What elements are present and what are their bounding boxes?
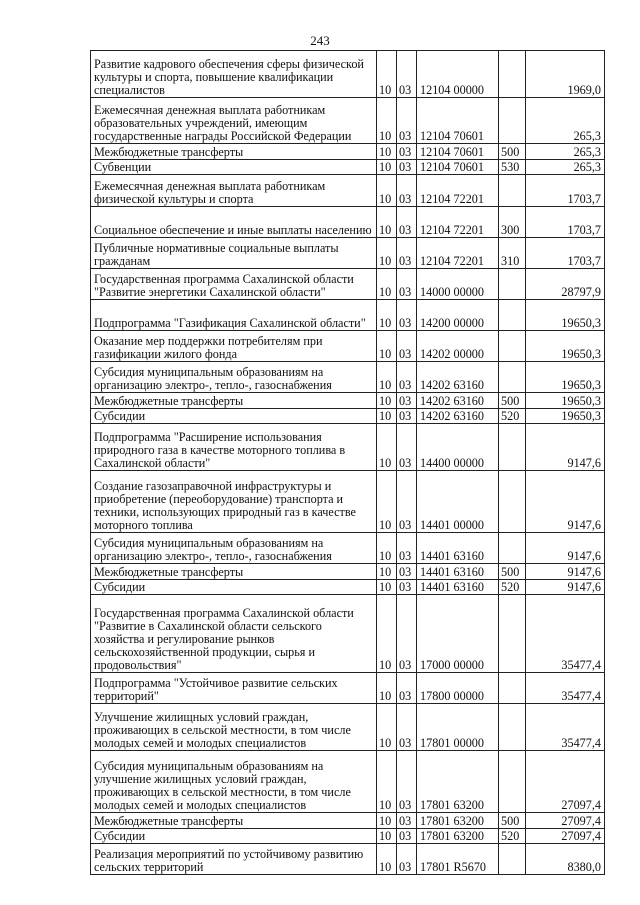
budget-table (90, 50, 605, 875)
item-name: Субсидия муниципальным образованиям на улучшение жилищных условий граждан, проживающих в сельской местности, в том числе молодых семей и молодых специалистов (91, 750, 377, 812)
item-name: Субсидии (91, 408, 377, 424)
item-name: Улучшение жилищных условий граждан, проживающих в сельской местности, в том числе молодых семей и молодых специалистов (91, 704, 377, 751)
amount: 19650,3 (526, 408, 605, 424)
expense-type-code (499, 175, 526, 206)
expense-type-code: 500 (499, 144, 526, 160)
target-article-code: 17801 63200 (417, 813, 499, 829)
section-code: 10 (377, 704, 397, 751)
target-article-code: 14202 63160 (417, 408, 499, 424)
subsection-code: 03 (397, 268, 417, 299)
amount: 9147,6 (526, 564, 605, 580)
table-row (91, 237, 605, 268)
section-code: 10 (377, 470, 397, 532)
expense-type-code: 500 (499, 813, 526, 829)
amount: 19650,3 (526, 299, 605, 330)
subsection-code: 03 (397, 533, 417, 564)
table-row (91, 268, 605, 299)
subsection-code: 03 (397, 51, 417, 98)
section-code: 10 (377, 362, 397, 393)
table-row (91, 97, 605, 144)
expense-type-code (499, 470, 526, 532)
item-name: Создание газозаправочной инфраструктуры и приобретение (переоборудование) транспорта и техники, использующих природный газ в качестве моторного топлива (91, 470, 377, 532)
target-article-code: 12104 72201 (417, 206, 499, 237)
section-code: 10 (377, 424, 397, 471)
target-article-code: 14200 00000 (417, 299, 499, 330)
item-name: Государственная программа Сахалинской области "Развитие энергетики Сахалинской области" (91, 268, 377, 299)
expense-type-code (499, 595, 526, 673)
table-row (91, 51, 605, 98)
table-row (91, 595, 605, 673)
target-article-code: 12104 70601 (417, 159, 499, 175)
subsection-code: 03 (397, 299, 417, 330)
item-name: Социальное обеспечение и иные выплаты населению (91, 206, 377, 237)
section-code: 10 (377, 844, 397, 875)
target-article-code: 17801 00000 (417, 704, 499, 751)
subsection-code: 03 (397, 595, 417, 673)
amount: 9147,6 (526, 533, 605, 564)
table-row (91, 813, 605, 829)
subsection-code: 03 (397, 97, 417, 144)
subsection-code: 03 (397, 813, 417, 829)
amount: 265,3 (526, 97, 605, 144)
table-row (91, 750, 605, 812)
item-name: Подпрограмма "Расширение использования природного газа в качестве моторного топлива в Сахалинской области" (91, 424, 377, 471)
section-code: 10 (377, 299, 397, 330)
target-article-code: 17800 00000 (417, 673, 499, 704)
item-name: Межбюджетные трансферты (91, 144, 377, 160)
table-row (91, 299, 605, 330)
item-name: Межбюджетные трансферты (91, 564, 377, 580)
page-number: 243 (310, 33, 330, 48)
expense-type-code: 300 (499, 206, 526, 237)
amount: 1703,7 (526, 206, 605, 237)
amount: 9147,6 (526, 470, 605, 532)
section-code: 10 (377, 408, 397, 424)
expense-type-code (499, 362, 526, 393)
amount: 28797,9 (526, 268, 605, 299)
target-article-code: 12104 70601 (417, 97, 499, 144)
table-row (91, 393, 605, 409)
section-code: 10 (377, 237, 397, 268)
target-article-code: 14401 63160 (417, 564, 499, 580)
subsection-code: 03 (397, 408, 417, 424)
amount: 27097,4 (526, 750, 605, 812)
expense-type-code: 500 (499, 564, 526, 580)
section-code: 10 (377, 564, 397, 580)
target-article-code: 17801 63200 (417, 750, 499, 812)
subsection-code: 03 (397, 237, 417, 268)
amount: 265,3 (526, 159, 605, 175)
expense-type-code: 500 (499, 393, 526, 409)
table-row (91, 828, 605, 844)
subsection-code: 03 (397, 175, 417, 206)
amount: 27097,4 (526, 813, 605, 829)
amount: 1969,0 (526, 51, 605, 98)
target-article-code: 14202 00000 (417, 330, 499, 361)
amount: 19650,3 (526, 330, 605, 361)
target-article-code: 14202 63160 (417, 393, 499, 409)
amount: 1703,7 (526, 237, 605, 268)
section-code: 10 (377, 144, 397, 160)
expense-type-code: 520 (499, 828, 526, 844)
section-code: 10 (377, 97, 397, 144)
section-code: 10 (377, 595, 397, 673)
expense-type-code: 520 (499, 408, 526, 424)
item-name: Подпрограмма "Устойчивое развитие сельских территорий" (91, 673, 377, 704)
target-article-code: 12104 72201 (417, 237, 499, 268)
target-article-code: 14000 00000 (417, 268, 499, 299)
target-article-code: 12104 00000 (417, 51, 499, 98)
amount: 265,3 (526, 144, 605, 160)
amount: 35477,4 (526, 673, 605, 704)
subsection-code: 03 (397, 828, 417, 844)
table-row (91, 175, 605, 206)
target-article-code: 12104 72201 (417, 175, 499, 206)
subsection-code: 03 (397, 579, 417, 595)
item-name: Реализация мероприятий по устойчивому развитию сельских территорий (91, 844, 377, 875)
table-row (91, 159, 605, 175)
item-name: Субсидия муниципальным образованиям на организацию электро-, тепло-, газоснабжения (91, 362, 377, 393)
subsection-code: 03 (397, 564, 417, 580)
amount: 1703,7 (526, 175, 605, 206)
item-name: Межбюджетные трансферты (91, 813, 377, 829)
subsection-code: 03 (397, 144, 417, 160)
section-code: 10 (377, 51, 397, 98)
item-name: Ежемесячная денежная выплата работникам физической культуры и спорта (91, 175, 377, 206)
amount: 9147,6 (526, 579, 605, 595)
target-article-code: 14401 63160 (417, 579, 499, 595)
subsection-code: 03 (397, 362, 417, 393)
item-name: Ежемесячная денежная выплата работникам образовательных учреждений, имеющим государственные награды Российской Федерации (91, 97, 377, 144)
section-code: 10 (377, 159, 397, 175)
table-row (91, 330, 605, 361)
target-article-code: 17000 00000 (417, 595, 499, 673)
section-code: 10 (377, 579, 397, 595)
amount: 8380,0 (526, 844, 605, 875)
expense-type-code (499, 299, 526, 330)
item-name: Субвенции (91, 159, 377, 175)
section-code: 10 (377, 330, 397, 361)
target-article-code: 14202 63160 (417, 362, 499, 393)
table-row (91, 408, 605, 424)
section-code: 10 (377, 813, 397, 829)
subsection-code: 03 (397, 750, 417, 812)
expense-type-code (499, 673, 526, 704)
amount: 27097,4 (526, 828, 605, 844)
section-code: 10 (377, 268, 397, 299)
expense-type-code (499, 97, 526, 144)
item-name: Публичные нормативные социальные выплаты гражданам (91, 237, 377, 268)
expense-type-code: 530 (499, 159, 526, 175)
budget-table-body (91, 51, 605, 875)
expense-type-code (499, 533, 526, 564)
item-name: Оказание мер поддержки потребителям при газификации жилого фонда (91, 330, 377, 361)
amount: 35477,4 (526, 704, 605, 751)
section-code: 10 (377, 750, 397, 812)
expense-type-code (499, 844, 526, 875)
amount: 9147,6 (526, 424, 605, 471)
subsection-code: 03 (397, 159, 417, 175)
item-name: Государственная программа Сахалинской области "Развитие в Сахалинской области сельского хозяйства и регулирование рынков сельскохозяйственной продукции, сырья и продовольствия" (91, 595, 377, 673)
subsection-code: 03 (397, 330, 417, 361)
item-name: Развитие кадрового обеспечения сферы физической культуры и спорта, повышение квалификации специалистов (91, 51, 377, 98)
item-name: Субсидии (91, 579, 377, 595)
section-code: 10 (377, 393, 397, 409)
target-article-code: 12104 70601 (417, 144, 499, 160)
table-row (91, 533, 605, 564)
section-code: 10 (377, 533, 397, 564)
amount: 19650,3 (526, 393, 605, 409)
item-name: Субсидия муниципальным образованиям на организацию электро-, тепло-, газоснабжения (91, 533, 377, 564)
table-row (91, 362, 605, 393)
subsection-code: 03 (397, 206, 417, 237)
subsection-code: 03 (397, 844, 417, 875)
expense-type-code (499, 424, 526, 471)
table-row (91, 424, 605, 471)
table-row (91, 844, 605, 875)
expense-type-code: 520 (499, 579, 526, 595)
item-name: Субсидии (91, 828, 377, 844)
section-code: 10 (377, 828, 397, 844)
subsection-code: 03 (397, 673, 417, 704)
target-article-code: 14401 63160 (417, 533, 499, 564)
section-code: 10 (377, 673, 397, 704)
item-name: Подпрограмма "Газификация Сахалинской области" (91, 299, 377, 330)
expense-type-code (499, 51, 526, 98)
subsection-code: 03 (397, 704, 417, 751)
expense-type-code (499, 750, 526, 812)
target-article-code: 17801 63200 (417, 828, 499, 844)
table-row (91, 470, 605, 532)
table-row (91, 144, 605, 160)
expense-type-code (499, 268, 526, 299)
target-article-code: 14401 00000 (417, 470, 499, 532)
expense-type-code: 310 (499, 237, 526, 268)
item-name: Межбюджетные трансферты (91, 393, 377, 409)
amount: 19650,3 (526, 362, 605, 393)
expense-type-code (499, 704, 526, 751)
table-row (91, 564, 605, 580)
target-article-code: 14400 00000 (417, 424, 499, 471)
table-row (91, 206, 605, 237)
amount: 35477,4 (526, 595, 605, 673)
subsection-code: 03 (397, 470, 417, 532)
subsection-code: 03 (397, 393, 417, 409)
subsection-code: 03 (397, 424, 417, 471)
table-row (91, 673, 605, 704)
target-article-code: 17801 R5670 (417, 844, 499, 875)
table-row (91, 579, 605, 595)
section-code: 10 (377, 175, 397, 206)
table-row (91, 704, 605, 751)
section-code: 10 (377, 206, 397, 237)
expense-type-code (499, 330, 526, 361)
